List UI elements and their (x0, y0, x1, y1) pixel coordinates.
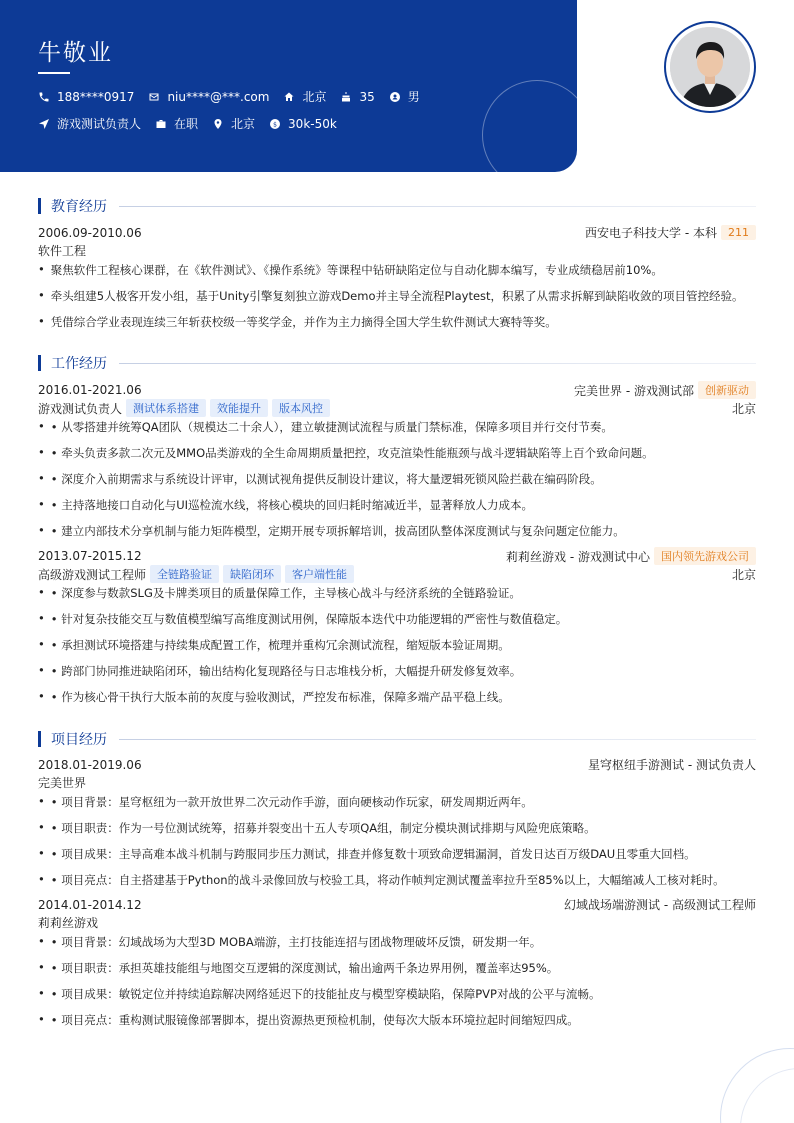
bullet-text: • 牵头负责多款二次元及MMO品类游戏的全生命周期质量把控，攻克渲染性能瓶颈与战斗逻辑缺陷等上百个致命问题。 (50, 446, 654, 460)
job-header-row (38, 547, 756, 565)
job-role: 游戏测试负责人 (38, 401, 123, 416)
company-tag: 国内领先游戏公司 (654, 547, 756, 565)
job-company: 完美世界 - 游戏测试部 (574, 383, 694, 398)
project-name: 幻域战场端游测试 - 高级测试工程师 (564, 898, 756, 912)
section-divider (119, 363, 756, 364)
age-item (340, 90, 374, 104)
header-decor-circle (482, 80, 577, 172)
bullet-text: • 跨部门协同推进缺陷闭环，输出结构化复现路径与日志堆栈分析，大幅提升研发修复效率。 (50, 664, 522, 678)
name-underline (38, 72, 70, 74)
skill-tag: 版本风控 (272, 399, 330, 417)
list-item: • 牵头组建5人极客开发小组，基于Unity引擎复刻独立游戏Demo并主导全流程Playtest，积累了从需求拆解到缺陷收敛的项目管控经验。 (38, 288, 744, 303)
location-pin-icon (212, 118, 224, 130)
section-bar (38, 198, 41, 214)
bullet-text: • 项目成果：敏锐定位并持续追踪解决网络延迟下的技能扯皮与模型穿模缺陷，保障PVP对战的公平与流畅。 (50, 987, 601, 1001)
job-role: 高级游戏测试工程师 (38, 567, 147, 582)
cake-icon (340, 91, 352, 103)
briefcase-icon (155, 118, 167, 130)
candidate-name: 牛敬业 (38, 40, 113, 66)
status-item (155, 115, 198, 132)
bullet-text: • 项目背景：星穹枢纽为一款开放世界二次元动作手游，面向硬核动作玩家，研发周期近两年。 (50, 795, 533, 809)
list-item: • • 跨部门协同推进缺陷闭环，输出结构化复现路径与日志堆栈分析，大幅提升研发修复效率。 (38, 663, 522, 678)
job-role-row (38, 565, 756, 583)
project-org-row (38, 914, 756, 931)
project-date: 2014.01-2014.12 (38, 897, 142, 912)
bullet-text: • 项目亮点：自主搭建基于Python的战斗录像回放与校验工具，将动作帧判定测试覆盖率拉升至85%以上，大幅缩减人工核对耗时。 (50, 873, 725, 887)
gender-item (389, 88, 420, 105)
education-tag: 211 (721, 225, 756, 240)
section-title-text: 项目经历 (51, 732, 107, 748)
bullet-text: 聚焦软件工程核心课群，在《软件测试》、《操作系统》等课程中钻研缺陷定位与自动化脚本编写，专业成绩稳居前10%。 (50, 263, 663, 277)
company-tag: 创新驱动 (698, 381, 756, 399)
skill-tag: 效能提升 (210, 399, 268, 417)
list-item: • • 项目职责：作为一号位测试统筹，招募并裂变出十五人专项QA组，制定分模块测试排期与风险兜底策略。 (38, 820, 596, 835)
job-location: 北京 (731, 567, 756, 582)
bullet-text: • 作为核心骨干执行大版本前的灰度与验收测试，严控发布标准，保障多端产品平稳上线。 (50, 690, 510, 704)
bullet-text: • 项目成果：主导高难本战斗机制与跨服同步压力测试，排查并修复数十项致命逻辑漏洞，首发日达百万级DAU且零重大回档。 (50, 847, 696, 861)
education-major: 软件工程 (38, 244, 87, 258)
education-major-row (38, 242, 756, 259)
phone-icon (38, 91, 50, 103)
position-item (38, 115, 141, 132)
skill-tag: 客户端性能 (285, 565, 354, 583)
target-city-text: 北京 (231, 117, 256, 131)
education-school: 西安电子科技大学 - 本科 (585, 226, 717, 240)
bullet-text: • 从零搭建并统筹QA团队（规模达二十余人），建立敏捷测试流程与质量门禁标准，保障多项目并行交付节奏。 (50, 420, 613, 434)
person-icon (389, 91, 401, 103)
project-org-row (38, 774, 756, 791)
list-item: • 凭借综合学业表现连续三年斩获校级一等奖学金，并作为主力摘得全国大学生软件测试大赛特等奖。 (38, 314, 557, 329)
education-date: 2006.09-2010.06 (38, 225, 142, 240)
project-name: 星穹枢纽手游测试 - 测试负责人 (588, 758, 756, 772)
mail-icon (148, 91, 160, 103)
list-item: • • 项目职责：承担英雄技能组与地图交互逻辑的深度测试，输出逾两千条边界用例，覆盖率达95%。 (38, 960, 559, 975)
section-title-text: 教育经历 (51, 199, 107, 215)
age-text: 35 (359, 89, 375, 104)
job-role-group (38, 399, 330, 417)
bullet-text: • 承担测试环境搭建与持续集成配置工作，梳理并重构冗余测试流程，缩短版本验证周期。 (50, 638, 510, 652)
list-item: • • 建立内部技术分享机制与能力矩阵模型，定期开展专项拆解培训，拔高团队整体深度测试与复杂问题定位能力。 (38, 523, 625, 538)
avatar-portrait (670, 27, 750, 107)
project-header-row (38, 896, 756, 913)
list-item: • • 项目成果：主导高难本战斗机制与跨服同步压力测试，排查并修复数十项致命逻辑漏洞，首发日达百万级DAU且零重大回档。 (38, 846, 696, 861)
job-header-row (38, 381, 756, 399)
work-section-title (38, 353, 756, 373)
position-text: 游戏测试负责人 (57, 117, 142, 131)
list-item: • • 针对复杂技能交互与数值模型编写高维度测试用例，保障版本迭代中功能逻辑的严密性与数值稳定。 (38, 611, 568, 626)
list-item: • • 项目亮点：重构测试服镜像部署脚本，提出资源热更预检机制，使每次大版本环境拉起时间缩短四成。 (38, 1012, 579, 1027)
list-item: • • 作为核心骨干执行大版本前的灰度与验收测试，严控发布标准，保障多端产品平稳上线。 (38, 689, 510, 704)
job-date: 2013.07-2015.12 (38, 549, 142, 563)
bullet-text: 凭借综合学业表现连续三年斩获校级一等奖学金，并作为主力摘得全国大学生软件测试大赛特等奖。 (50, 315, 557, 329)
skill-tag: 全链路验证 (150, 565, 219, 583)
contact-row (38, 88, 434, 105)
job-location: 北京 (731, 401, 756, 416)
section-bar (38, 731, 41, 747)
job-intent-row (38, 115, 351, 132)
project-header-row (38, 756, 756, 773)
home-icon (283, 91, 295, 103)
project-date: 2018.01-2019.06 (38, 757, 142, 772)
phone-item (38, 90, 134, 104)
section-bar (38, 355, 41, 371)
bullet-text: • 深度参与数款SLG及卡牌类项目的质量保障工作，主导核心战斗与经济系统的全链路验证。 (50, 586, 521, 600)
send-icon (38, 118, 50, 130)
salary-item (269, 117, 337, 131)
education-header-row (38, 224, 756, 241)
avatar (670, 27, 750, 107)
target-city-item (212, 115, 255, 132)
list-item: • • 主持落地接口自动化与UI巡检流水线，将核心模块的回归耗时缩减近半，显著释放人力成本。 (38, 497, 534, 512)
job-company-group (574, 381, 756, 399)
job-date: 2016.01-2021.06 (38, 383, 142, 397)
list-item: • • 从零搭建并统筹QA团队（规模达二十余人），建立敏捷测试流程与质量门禁标准，保障多项目并行交付节奏。 (38, 419, 613, 434)
salary-text: 30k-50k (288, 116, 337, 131)
bullet-text: • 项目背景：幻域战场为大型3D MOBA端游，主打技能连招与团战物理破坏反馈，研发期一年。 (50, 935, 542, 949)
money-icon (269, 118, 281, 130)
project-org: 莉莉丝游戏 (38, 916, 99, 930)
list-item: • • 深度介入前期需求与系统设计评审，以测试视角提供反制设计建议，将大量逻辑死锁风险拦截在编码阶段。 (38, 471, 602, 486)
resume-header (0, 0, 577, 172)
city-text: 北京 (302, 90, 327, 104)
bullet-text: 牵头组建5人极客开发小组，基于Unity引擎复刻独立游戏Demo并主导全流程Playtest，积累了从需求拆解到缺陷收敛的项目管控经验。 (50, 289, 744, 303)
skill-tag: 缺陷闭环 (223, 565, 281, 583)
job-role-group (38, 565, 354, 583)
phone-text: 188****0917 (57, 89, 135, 104)
bullet-text: • 针对复杂技能交互与数值模型编写高维度测试用例，保障版本迭代中功能逻辑的严密性与数值稳定。 (50, 612, 568, 626)
list-item: • • 承担测试环境搭建与持续集成配置工作，梳理并重构冗余测试流程，缩短版本验证周期。 (38, 637, 510, 652)
list-item: • • 项目亮点：自主搭建基于Python的战斗录像回放与校验工具，将动作帧判定测试覆盖率拉升至85%以上，大幅缩减人工核对耗时。 (38, 872, 725, 887)
skill-tag: 测试体系搭建 (126, 399, 206, 417)
list-item: • • 项目背景：幻域战场为大型3D MOBA端游，主打技能连招与团战物理破坏反馈，研发期一年。 (38, 934, 542, 949)
gender-text: 男 (407, 90, 420, 104)
avatar-frame (664, 21, 756, 113)
list-item: • 聚焦软件工程核心课群，在《软件测试》、《操作系统》等课程中钻研缺陷定位与自动化脚本编写，专业成绩稳居前10%。 (38, 262, 663, 277)
section-divider (119, 739, 756, 740)
project-org: 完美世界 (38, 776, 87, 790)
bullet-text: • 建立内部技术分享机制与能力矩阵模型，定期开展专项拆解培训，拔高团队整体深度测试与复杂问题定位能力。 (50, 524, 625, 538)
list-item: • • 深度参与数款SLG及卡牌类项目的质量保障工作，主导核心战斗与经济系统的全链路验证。 (38, 585, 521, 600)
job-company-group (506, 547, 756, 565)
list-item: • • 牵头负责多款二次元及MMO品类游戏的全生命周期质量把控，攻克渲染性能瓶颈与战斗逻辑缺陷等上百个致命问题。 (38, 445, 654, 460)
city-item (283, 88, 326, 105)
bullet-text: • 项目亮点：重构测试服镜像部署脚本，提出资源热更预检机制，使每次大版本环境拉起时间缩短四成。 (50, 1013, 579, 1027)
education-section-title (38, 196, 756, 216)
education-school-group (585, 224, 756, 241)
bullet-text: • 主持落地接口自动化与UI巡检流水线，将核心模块的回归耗时缩减近半，显著释放人力成本。 (50, 498, 534, 512)
job-company: 莉莉丝游戏 - 游戏测试中心 (506, 549, 650, 564)
bullet-text: • 项目职责：作为一号位测试统筹，招募并裂变出十五人专项QA组，制定分模块测试排期与风险兜底策略。 (50, 821, 596, 835)
email-text: niu****@***.com (167, 89, 270, 104)
list-item: • • 项目成果：敏锐定位并持续追踪解决网络延迟下的技能扯皮与模型穿模缺陷，保障PVP对战的公平与流畅。 (38, 986, 601, 1001)
svg-text:$: $ (273, 120, 277, 128)
list-item: • • 项目背景：星穹枢纽为一款开放世界二次元动作手游，面向硬核动作玩家，研发周期近两年。 (38, 794, 533, 809)
email-item (148, 90, 269, 104)
projects-section-title (38, 729, 756, 749)
section-divider (119, 206, 756, 207)
status-text: 在职 (174, 117, 199, 131)
bullet-text: • 深度介入前期需求与系统设计评审，以测试视角提供反制设计建议，将大量逻辑死锁风险拦截在编码阶段。 (50, 472, 602, 486)
job-role-row (38, 399, 756, 417)
section-title-text: 工作经历 (51, 356, 107, 372)
bullet-text: • 项目职责：承担英雄技能组与地图交互逻辑的深度测试，输出逾两千条边界用例，覆盖率达95%。 (50, 961, 559, 975)
